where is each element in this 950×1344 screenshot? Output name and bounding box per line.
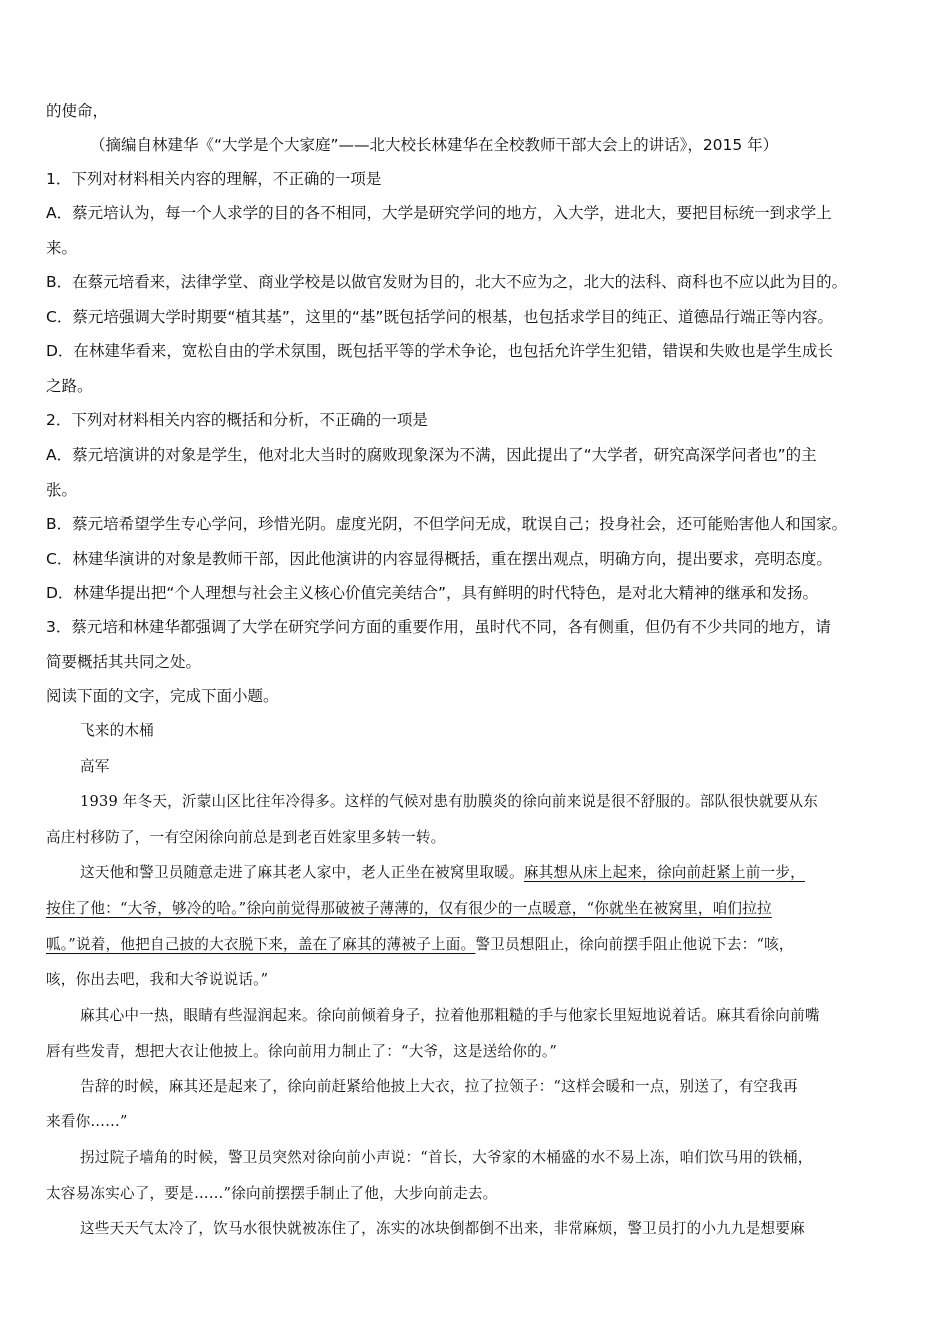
story-paragraph-2-line-3 [46,935,794,955]
continued-text: 的使命， [46,102,109,120]
story-author: 高军 [80,758,110,775]
underlined-passage: 麻其想从床上起来，徐向前赶紧上前一步， [523,864,805,881]
question-3-stem: 3．蔡元培和林建华都强调了大学在研究学问方面的重要作用，虽时代不同，各有侧重，但仍有不少共同的地方，请 [46,618,831,636]
story-paragraph-1-continued: 高庄村移防了，一有空闲徐向前总是到老百姓家里多转一转。 [46,829,446,846]
question-3-stem-continued: 简要概括其共同之处。 [46,653,202,671]
story-paragraph-4: 告辞的时候，麻其还是起来了，徐向前赶紧给他披上大衣，拉了拉领子：“这样会暖和一点，别送了，有空我再 [80,1078,798,1095]
story-title: 飞来的木桶 [80,722,154,739]
question-2-option-a-continued: 张。 [46,481,78,499]
question-1-option-a: A．蔡元培认为，每一个人求学的目的各不相同，大学是研究学问的地方，入大学，进北大，要把目标统一到求学上 [46,204,832,222]
question-2-option-b: B．蔡元培希望学生专心学问，珍惜光阴。虚度光阴，不但学问无成，耽误自己；投身社会，还可能贻害他人和国家。 [46,515,848,533]
story-paragraph-6: 这些天天气太冷了，饮马水很快就被冻住了，冻实的冰块倒都倒不出来，非常麻烦，警卫员打的小九九是想要麻 [80,1220,805,1237]
reading-prompt: 阅读下面的文字，完成下面小题。 [46,687,279,705]
story-paragraph-1: 1939 年冬天，沂蒙山区比往年冷得多。这样的气候对患有肋膜炎的徐向前来说是很不舒服的。部队很快就要从东 [80,793,819,810]
story-paragraph-3-continued: 唇有些发青，想把大衣让他披上。徐向前用力制止了：“大爷，这是送给你的。” [46,1043,558,1060]
question-2-option-c: C．林建华演讲的对象是教师干部，因此他演讲的内容显得概括，重在摆出观点，明确方向，提出要求，亮明态度。 [46,550,832,568]
question-1-option-a-continued: 来。 [46,239,78,257]
story-paragraph-4-continued: 来看你……” [46,1113,128,1130]
question-1-option-b: B．在蔡元培看来，法律学堂、商业学校是以做官发财为目的，北大不应为之，北大的法科、商科也不应以此为目的。 [46,273,848,291]
underlined-passage-end: 呱。”说着，他把自己披的大衣脱下来，盖在了麻其的薄被子上面。 [46,936,476,953]
question-1-option-d-continued: 之路。 [46,377,93,395]
story-paragraph-2-line-4: 咳，你出去吧，我和大爷说说话。” [46,971,269,988]
citation: （摘编自林建华《“大学是个大家庭”——北大校长林建华在全校教师干部大会上的讲话》，2015 年） [90,136,779,154]
question-1-option-d: D．在林建华看来，宽松自由的学术氛围，既包括平等的学术争论，也包括允许学生犯错，错误和失败也是学生成长 [46,342,833,360]
question-2-option-a: A．蔡元培演讲的对象是学生，他对北大当时的腐败现象深为不满，因此提出了“大学者，研究高深学问者也”的主 [46,446,817,464]
question-1-option-c: C．蔡元培强调大学时期要“植其基”，这里的“基”既包括学问的根基，也包括求学目的纯正、道德品行端正等内容。 [46,308,833,326]
underlined-passage-continued: 按住了他：“大爷，够冷的哈。”徐向前觉得那破被子薄薄的，仅有很少的一点暖意，“你就坐在被窝里，咱们拉拉 [46,900,772,917]
question-2-option-d: D．林建华提出把“个人理想与社会主义核心价值完美结合”，具有鲜明的时代特色，是对北大精神的继承和发扬。 [46,584,818,602]
story-paragraph-2 [80,863,805,883]
question-1-stem: 1．下列对材料相关内容的理解，不正确的一项是 [46,170,382,188]
story-paragraph-5-continued: 太容易冻实心了，要是……”徐向前摆摆手制止了他，大步向前走去。 [46,1185,498,1202]
story-paragraph-5: 拐过院子墙角的时候，警卫员突然对徐向前小声说：“首长，大爷家的木桶盛的水不易上冻，咱们饮马用的铁桶， [80,1149,813,1166]
story-paragraph-3: 麻其心中一热，眼睛有些湿润起来。徐向前倾着身子，拉着他那粗糙的手与他家长里短地说着话。麻其看徐向前嘴 [80,1007,820,1024]
question-2-stem: 2．下列对材料相关内容的概括和分析，不正确的一项是 [46,411,428,429]
story-paragraph-2-text-continued: 警卫员想阻止，徐向前摆手阻止他说下去：“咳， [475,936,794,953]
story-paragraph-2-text: 这天他和警卫员随意走进了麻其老人家中，老人正坐在被窝里取暖。 [80,864,524,881]
